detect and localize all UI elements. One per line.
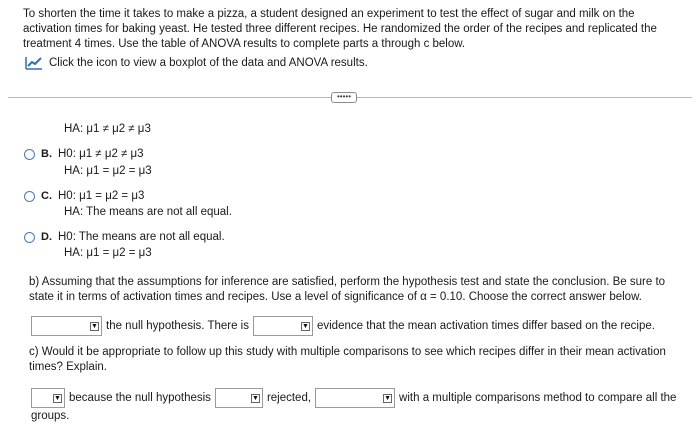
boxplot-link[interactable] xyxy=(25,56,368,70)
part-c-text3: with a multiple comparisons method to compare all the xyxy=(399,392,677,404)
chevron-down-icon[interactable]: ▼ xyxy=(251,394,259,402)
part-b-answer-row xyxy=(31,316,655,336)
part-c-appropriate-dropdown[interactable] xyxy=(31,388,65,408)
option-d-radio[interactable] xyxy=(24,232,35,243)
option-c-radio[interactable] xyxy=(24,191,35,202)
option-c-ha: HA: The means are not all equal. xyxy=(64,206,232,218)
option-b-letter: B. xyxy=(41,148,52,160)
part-c-text4: groups. xyxy=(31,410,70,422)
chevron-down-icon[interactable]: ▼ xyxy=(302,322,309,330)
part-c-followup-dropdown[interactable] xyxy=(315,388,395,408)
option-b-ha: HA: μ1 = μ2 = μ3 xyxy=(64,165,152,177)
part-c-answer-row xyxy=(31,388,676,408)
part-b-evidence-dropdown[interactable] xyxy=(253,316,313,336)
option-d[interactable] xyxy=(24,231,225,243)
option-a-ha: HA: μ1 ≠ μ2 ≠ μ3 xyxy=(64,123,151,135)
expand-ellipsis-button[interactable]: ••••• xyxy=(331,92,357,103)
part-c-text1: because the null hypothesis xyxy=(69,392,211,404)
chart-icon[interactable] xyxy=(25,56,43,70)
option-d-h0: H0: The means are not all equal. xyxy=(58,231,225,243)
option-d-ha: HA: μ1 = μ2 = μ3 xyxy=(64,247,152,259)
part-c-text2: rejected, xyxy=(266,392,312,404)
boxplot-link-text[interactable]: Click the icon to view a boxplot of the data and ANOVA results. xyxy=(49,57,368,69)
problem-intro: To shorten the time it takes to make a pizza, a student designed an experiment to test the effect of sugar and milk on the activation times for baking yeast. He tested three different recipes. He randomized the order of the recipes and replicated the treatment 4 times. Use the table of ANOVA results to complete parts a through c below. xyxy=(23,8,657,50)
option-c-letter: C. xyxy=(41,190,52,202)
chevron-down-icon[interactable]: ▼ xyxy=(54,394,61,402)
option-b-h0: H0: μ1 ≠ μ2 ≠ μ3 xyxy=(58,148,144,160)
part-b-decision-dropdown[interactable] xyxy=(31,316,102,336)
part-b-question: b) Assuming that the assumptions for inference are satisfied, perform the hypothesis test and state the conclusion. Be sure to state it in terms of activation times and recipes. Use a level of significance of α = 0.10. Choose the correct answer below. xyxy=(29,276,666,303)
part-c-null-dropdown[interactable] xyxy=(215,388,263,408)
chevron-down-icon[interactable]: ▼ xyxy=(384,394,392,402)
part-c-question: c) Would it be appropriate to follow up this study with multiple comparisons to see which recipes differ in their mean activation times? Explain. xyxy=(29,346,666,373)
part-b-text2: evidence that the mean activation times differ based on the recipe. xyxy=(316,320,655,332)
option-c-h0: H0: μ1 = μ2 = μ3 xyxy=(58,190,145,202)
option-b-radio[interactable] xyxy=(24,149,35,160)
chevron-down-icon[interactable]: ▼ xyxy=(91,322,98,330)
option-d-letter: D. xyxy=(41,231,52,243)
part-b-text1: the null hypothesis. There is xyxy=(106,320,249,332)
option-c[interactable] xyxy=(24,190,144,202)
option-b[interactable] xyxy=(24,148,144,160)
